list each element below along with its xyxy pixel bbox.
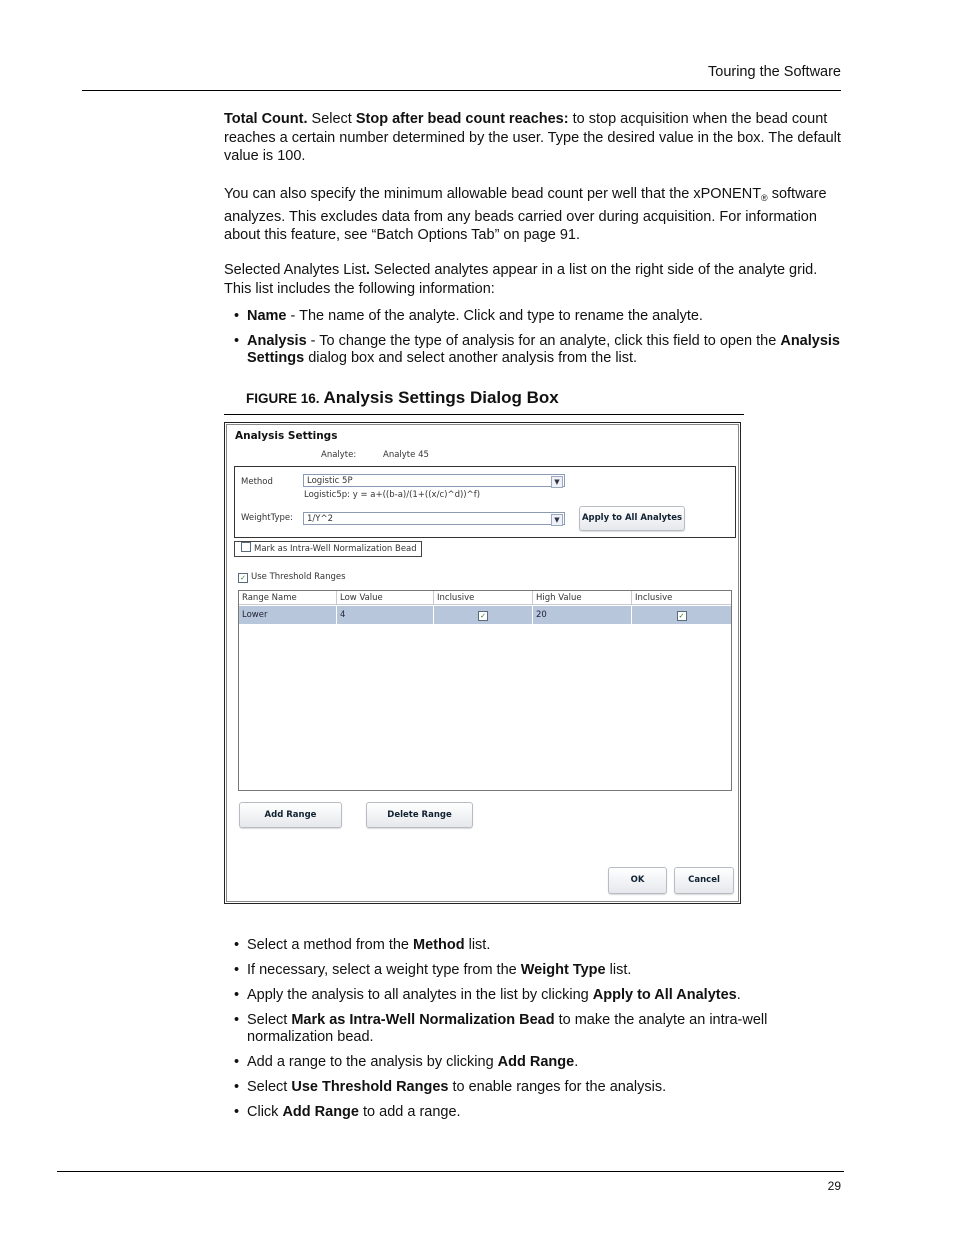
min-count-paragraph: You can also specify the minimum allowable bead count per well that the xPONENT$_®$ software analyzes. This excludes data from any beads carried over during acquisition. For information about this feature, see “Batch Options Tab” on page 91.: [224, 186, 827, 243]
list-item: • Analysis - To change the type of analysis for an analyte, click this field to open the Analysis Settings dialog box and select another analysis from the list.: [234, 333, 840, 366]
chevron-down-icon[interactable]: ▼: [551, 476, 563, 488]
dialog-title: Analysis Settings: [235, 430, 338, 442]
list-item: • Select Mark as Intra-Well Normalization Bead to make the analyte an intra-well normalization bead.: [234, 1012, 768, 1045]
total-count-paragraph: Total Count. Select Stop after bead count reaches: to stop acquisition when the bead count reaches a certain number determined by the user. Type the desired value in the box. The default value is 100.: [224, 111, 841, 164]
list-item: • Add a range to the analysis by clicking Add Range.: [234, 1054, 579, 1070]
mark-normalization-bead-checkbox[interactable]: Mark as Intra-Well Normalization Bead: [234, 541, 422, 557]
checkmark-icon[interactable]: ✓: [478, 611, 488, 621]
checkmark-icon[interactable]: ✓: [238, 573, 248, 583]
list-item: • Select a method from the Method list.: [234, 937, 491, 953]
apply-to-all-analytes-button[interactable]: Apply to All Analytes: [579, 506, 685, 531]
column-header[interactable]: High Value: [533, 591, 632, 605]
footer-rule: [57, 1171, 844, 1172]
column-header[interactable]: Inclusive: [632, 591, 731, 605]
checkmark-icon[interactable]: ✓: [677, 611, 687, 621]
method-group: [234, 466, 736, 538]
column-header[interactable]: Low Value: [337, 591, 434, 605]
list-item: • Select Use Threshold Ranges to enable ranges for the analysis.: [234, 1079, 667, 1095]
analyte-label: Analyte:: [321, 450, 357, 460]
list-item: • Click Add Range to add a range.: [234, 1104, 461, 1120]
analyte-info-list: [224, 308, 844, 367]
checkbox-icon[interactable]: [241, 542, 251, 552]
high-value-cell[interactable]: 20: [533, 606, 632, 624]
cancel-button[interactable]: Cancel: [674, 867, 734, 894]
weight-type-select[interactable]: 1/Y^2 ▼: [303, 512, 565, 525]
page-number: 29: [827, 1179, 841, 1193]
use-threshold-ranges-checkbox[interactable]: ✓ Use Threshold Ranges: [238, 572, 346, 583]
low-inclusive-cell[interactable]: [434, 606, 533, 624]
high-inclusive-cell[interactable]: [632, 606, 731, 624]
ok-button[interactable]: OK: [608, 867, 667, 894]
list-item: • Apply the analysis to all analytes in the list by clicking Apply to All Analytes.: [234, 987, 741, 1003]
analysis-settings-dialog: [224, 422, 741, 904]
method-label: Method: [241, 477, 273, 487]
method-formula: Logistic5p: y = a+((b-a)/(1+((x/c)^d))^f): [304, 490, 481, 500]
low-value-cell[interactable]: 4: [337, 606, 434, 624]
header-rule: [82, 90, 841, 91]
list-item: • Name - The name of the analyte. Click and type to rename the analyte.: [234, 308, 703, 324]
column-header[interactable]: Range Name: [239, 591, 337, 605]
running-header: Touring the Software: [708, 64, 841, 80]
threshold-ranges-grid: [238, 590, 732, 791]
instructions-list: [224, 937, 844, 1121]
analyte-value: Analyte 45: [383, 450, 429, 460]
figure-caption: FIGURE 16. Analysis Settings Dialog Box: [246, 388, 559, 407]
list-item: • If necessary, select a weight type from the Weight Type list.: [234, 962, 632, 978]
method-select[interactable]: Logistic 5P ▼: [303, 474, 565, 487]
delete-range-button[interactable]: Delete Range: [366, 802, 473, 828]
figure-rule: [224, 414, 744, 415]
chevron-down-icon[interactable]: ▼: [551, 514, 563, 526]
column-header[interactable]: Inclusive: [434, 591, 533, 605]
weight-type-label: WeightType:: [241, 513, 294, 523]
range-name-cell[interactable]: Lower: [239, 606, 337, 624]
add-range-button[interactable]: Add Range: [239, 802, 342, 828]
selected-analytes-paragraph: Selected Analytes List. Selected analytes appear in a list on the right side of the analyte grid. This list includes the following information:: [224, 262, 818, 297]
